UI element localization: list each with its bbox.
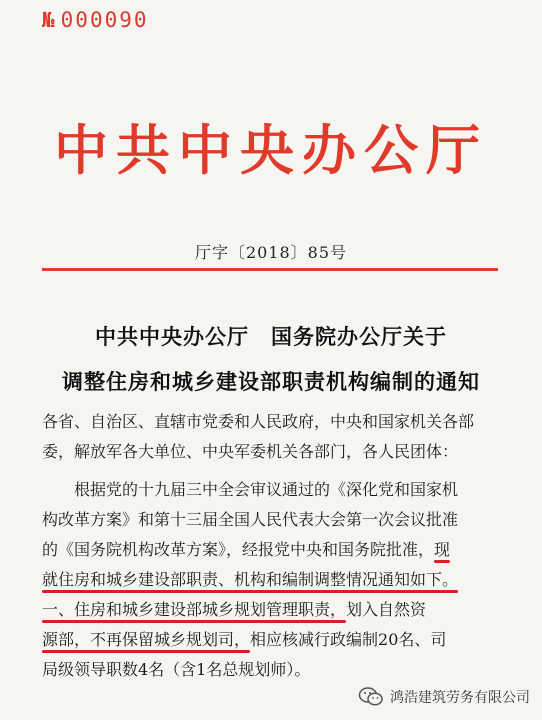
paragraph-2-line-1-text: 划入自然资: [346, 600, 427, 619]
notice-title-line-2: 调整住房和城乡建设部职责机构编制的通知: [62, 370, 480, 394]
paragraph-1-line-3: [42, 535, 508, 565]
paragraph-2-line-2-text: 相应核减行政编制20名、司: [250, 630, 447, 649]
addressees-line-1: 各省、自治区、直辖市党委和人民政府，中央和国家机关各部: [42, 412, 475, 431]
paragraph-2-line-1: [42, 595, 508, 625]
red-divider-line: [42, 268, 498, 271]
serial-mark: №: [42, 8, 57, 32]
underlined-text: 源部，不再保留城乡规划司，: [42, 630, 251, 649]
paragraph-2-line-2: [42, 625, 508, 655]
wechat-watermark: [358, 683, 536, 711]
paragraph-1-line-2: 构改革方案》和第十三届全国人民代表大会第一次会议批准: [42, 510, 459, 529]
masthead: 中共中央办公厅: [54, 118, 488, 182]
notice-title-line-1: 中共中央办公厅 国务院办公厅关于: [95, 325, 447, 349]
paragraph-2: [42, 595, 508, 685]
paragraph-1: [42, 475, 508, 595]
serial-number: [42, 8, 149, 32]
paragraph-1-line-1: 根据党的十九届三中全会审议通过的《深化党和国家机: [42, 480, 459, 499]
paragraph-2-line-3: 局级领导职数4名（含1名总规划师）。: [42, 660, 311, 679]
underlined-text: 就住房和城乡建设部职责、机构和编制调整情况通知如下。: [42, 570, 459, 589]
paragraph-1-line-3-text: 的《国务院机构改革方案》，经报党中央和国务院批准，: [42, 540, 435, 559]
serial-digits: 000090: [60, 8, 149, 32]
addressees: [42, 407, 508, 467]
watermark-text: 鸿浩建筑劳务有限公司: [390, 690, 530, 706]
addressees-line-2: 委，解放军各大单位、中央军委机关各部门，各人民团体：: [42, 442, 459, 461]
underlined-text: 一、住房和城乡建设部城乡规划管理职责，: [42, 600, 347, 619]
wechat-icon: [358, 686, 384, 708]
underlined-text: 现: [434, 540, 451, 559]
document-number: 厅字〔2018〕85号: [194, 243, 348, 262]
paragraph-1-line-4: [42, 565, 508, 595]
